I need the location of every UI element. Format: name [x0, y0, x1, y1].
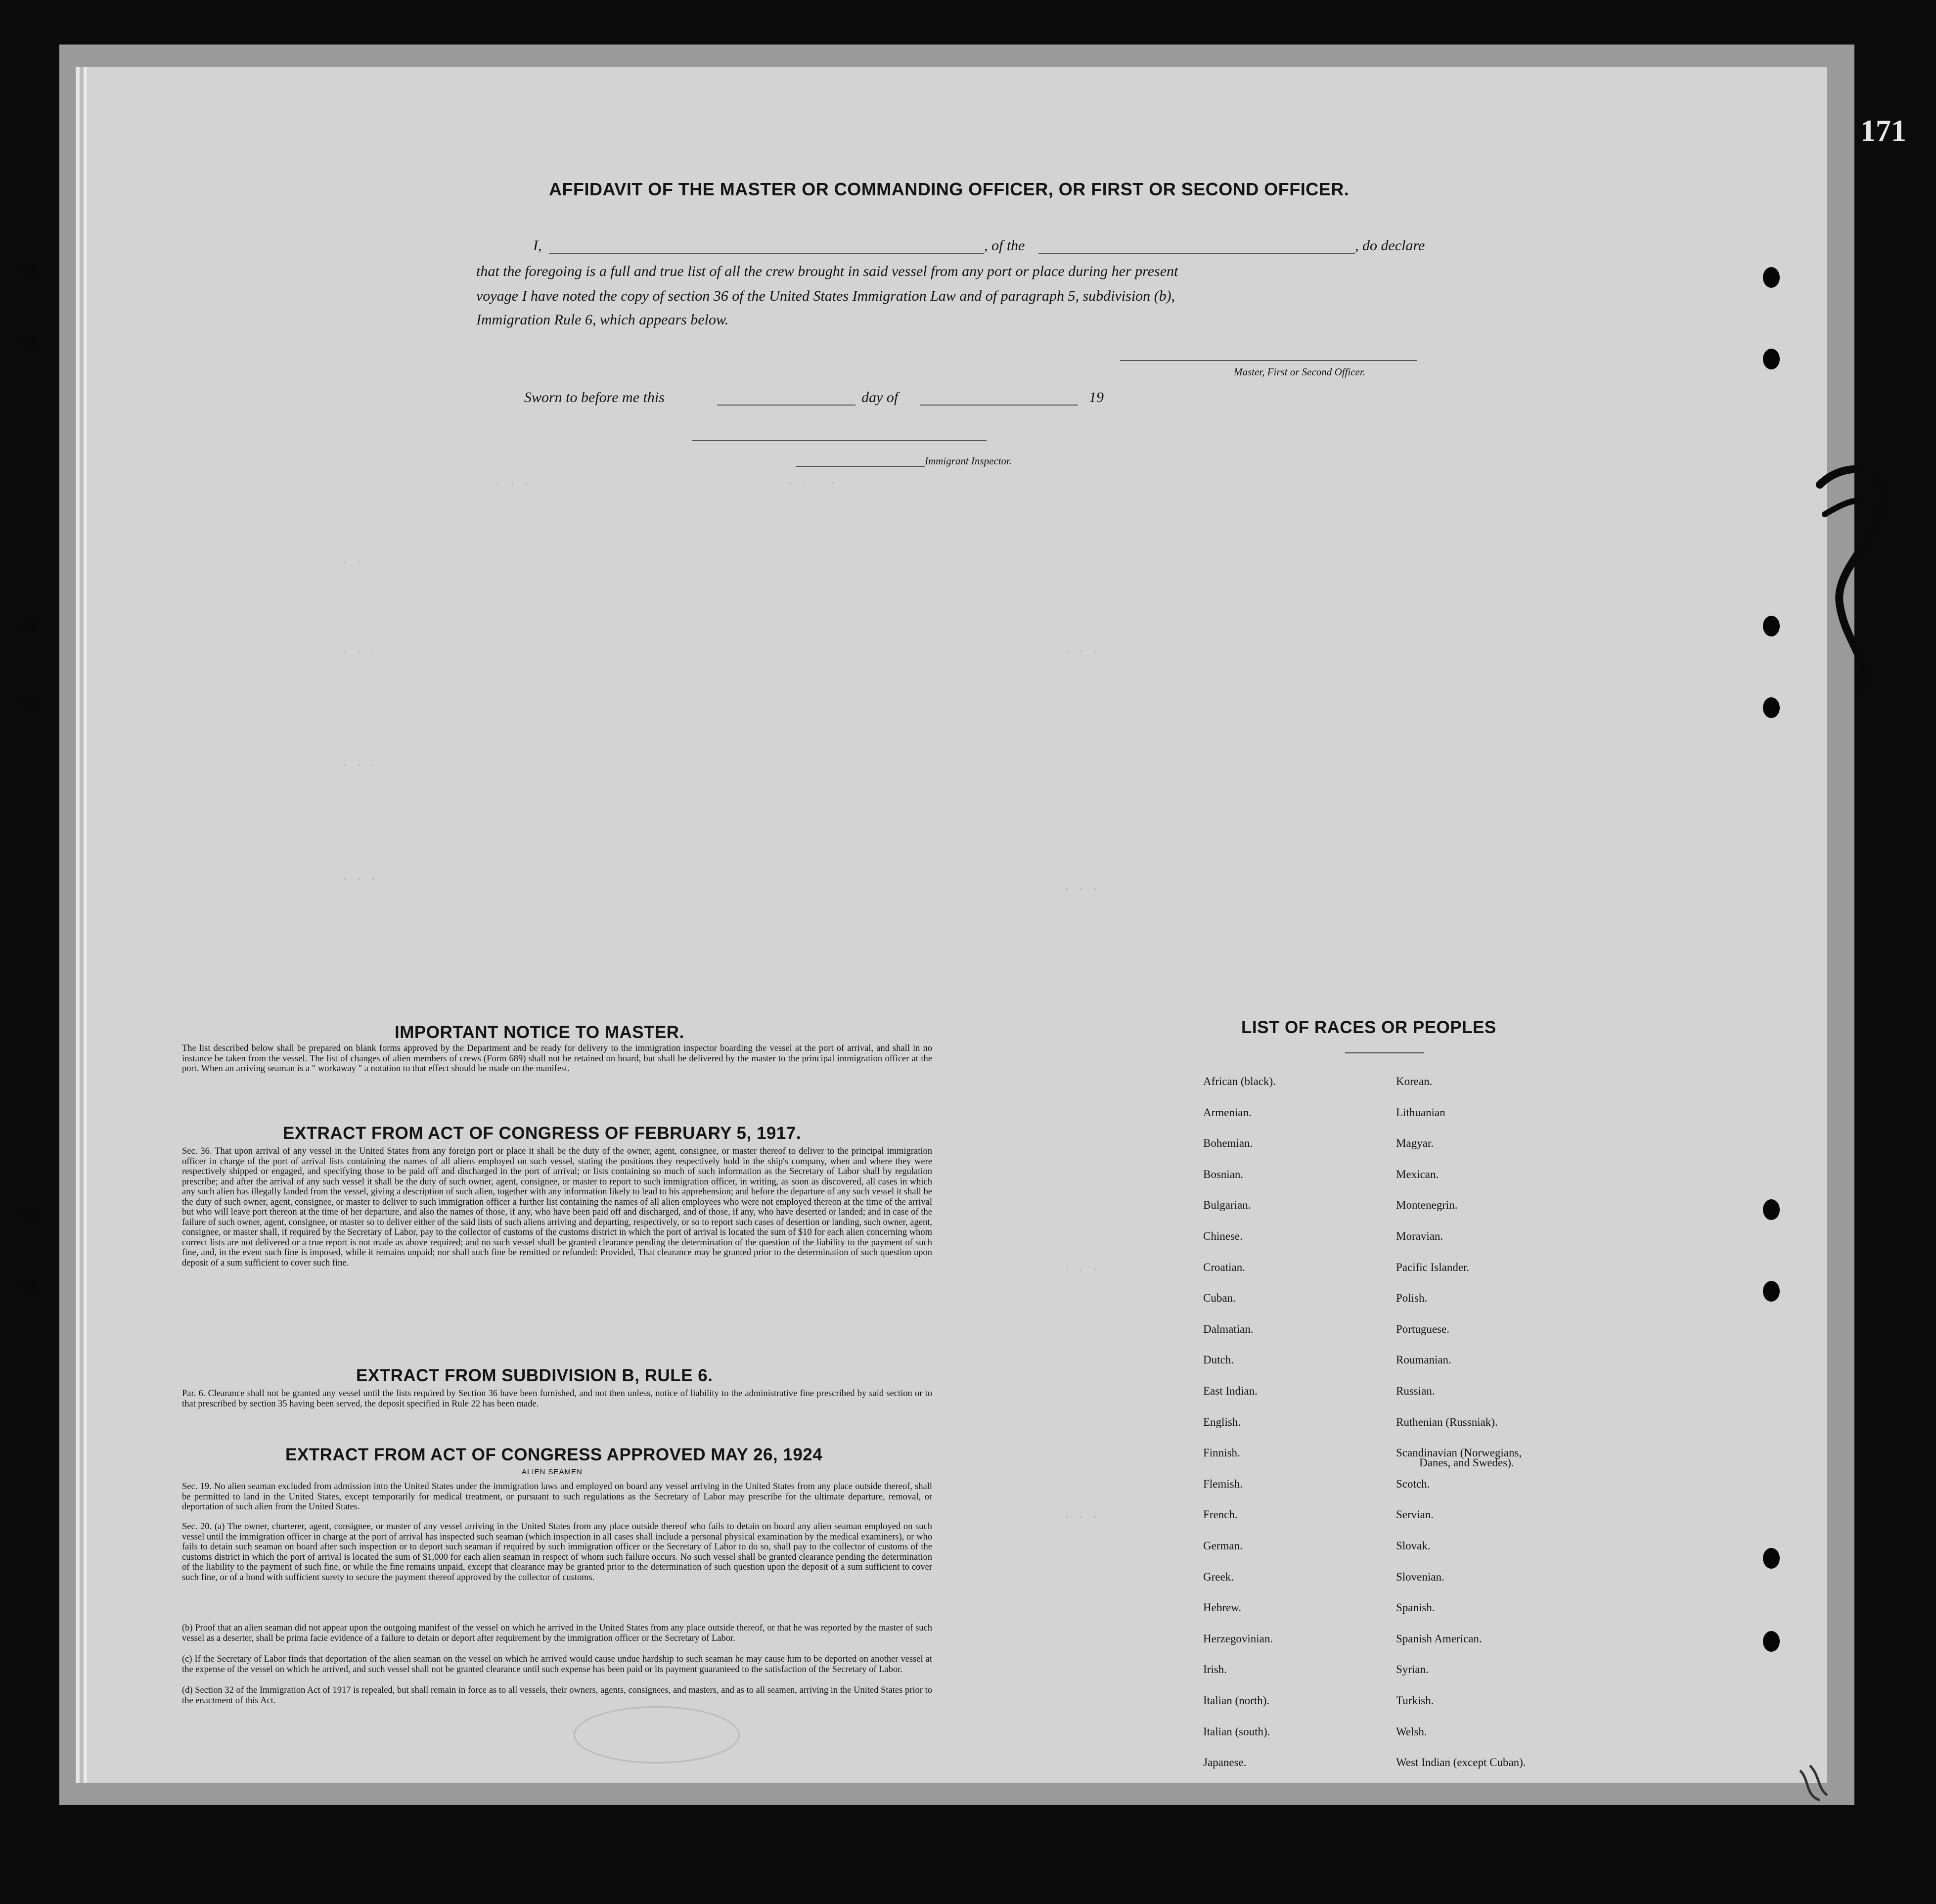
binder-hole — [21, 692, 38, 713]
sec20c-text: (c) If the Secretary of Labor finds that deportation of the alien seaman on the vessel on which he arrived would cause undue hardship to such seaman he may cause him to be deported on another vessel at the expense of the vessel on which he arrived, and such vessel shall not be granted clearance until such expense has been paid or its payment guaranteed to the satisfaction of the Secretary of Labor. — [182, 1654, 932, 1675]
bleed-through-text: . . . . . . . — [495, 475, 837, 488]
race-item: Slovenian. — [1396, 1571, 1444, 1583]
race-item: Flemish. — [1203, 1478, 1243, 1490]
faint-stamp — [574, 1706, 740, 1764]
sworn-day-blank — [717, 405, 855, 406]
binder-hole — [21, 1204, 38, 1225]
race-item: Magyar. — [1396, 1137, 1434, 1149]
race-item: Russian. — [1396, 1385, 1435, 1397]
race-item: Pacific Islander. — [1396, 1261, 1470, 1273]
race-item: Syrian. — [1396, 1663, 1429, 1676]
vessel-blank — [1038, 253, 1355, 254]
race-item: Croatian. — [1203, 1261, 1245, 1273]
race-item: Bosnian. — [1203, 1168, 1244, 1180]
race-item: German. — [1203, 1540, 1243, 1552]
race-item: Italian (north). — [1203, 1694, 1270, 1707]
race-item: Chinese. — [1203, 1230, 1243, 1242]
race-item: Servian. — [1396, 1508, 1434, 1521]
race-item: Scotch. — [1396, 1478, 1430, 1490]
notice-title: IMPORTANT NOTICE TO MASTER. — [395, 1023, 684, 1042]
race-item: Armenian. — [1203, 1106, 1252, 1119]
race-item: English. — [1203, 1416, 1241, 1428]
binder-hole — [1763, 1199, 1780, 1220]
year-text: 19 — [1089, 389, 1104, 406]
race-item: Greek. — [1203, 1571, 1234, 1583]
handwritten-mark — [1805, 455, 1904, 702]
affidavit-declare: , do declare — [1355, 237, 1425, 254]
races-title: LIST OF RACES OR PEOPLES — [1241, 1018, 1496, 1037]
bleed-through-text: . . . — [341, 643, 377, 656]
binder-hole — [1763, 267, 1780, 288]
bleed-through-text: . . . — [1063, 1261, 1099, 1274]
affidavit-of-the: , of the — [984, 237, 1025, 254]
race-item: Slovak. — [1396, 1540, 1431, 1552]
inspector-line-upper — [692, 440, 987, 441]
alien-seamen-subtitle: ALIEN SEAMEN — [522, 1468, 583, 1476]
race-item: Turkish. — [1396, 1694, 1434, 1707]
binder-hole — [1763, 1281, 1780, 1302]
binder-hole — [21, 260, 38, 280]
day-of-text: day of — [861, 389, 899, 406]
race-item: Dutch. — [1203, 1354, 1234, 1366]
binder-hole — [1763, 697, 1780, 718]
race-item: Bulgarian. — [1203, 1199, 1251, 1211]
race-item-continuation: Danes, and Swedes). — [1419, 1456, 1514, 1469]
race-item: Korean. — [1396, 1075, 1433, 1088]
binder-hole — [21, 331, 38, 352]
race-item: Welsh. — [1396, 1725, 1427, 1738]
race-item: Spanish American. — [1396, 1632, 1482, 1645]
race-item: Italian (south). — [1203, 1725, 1270, 1738]
sec20b-text: (b) Proof that an alien seaman did not appear upon the outgoing manifest of the vessel on which he arrived in the United States from any place outside thereof, or that he was reported by the master of such vessel as a deserter, shall be prima facie evidence of a failure to detain or deport after requirement by the immigration officer or the Secretary of Labor. — [182, 1623, 932, 1643]
sec19-text: Sec. 19. No alien seaman excluded from admission into the United States under the immigration laws and employed on board any vessel arriving in the United States from any place outside thereof, shall be permitted to land in the United States, except temporarily for medical treatment, or pursuant to such regulations as the Secretary of Labor may prescribe for the ultimate departure, removal, or deportation of such alien from the United States. — [182, 1482, 932, 1512]
binder-hole — [1763, 1631, 1780, 1652]
bleed-through-text: . . . — [341, 554, 377, 567]
race-item: Bohemian. — [1203, 1137, 1253, 1149]
affidavit-line2: that the foregoing is a full and true list of all the crew brought in said vessel from any port or place during her present — [476, 263, 1178, 279]
race-item: Scandinavian (Norwegians, — [1396, 1447, 1522, 1459]
race-item: Dalmatian. — [1203, 1323, 1254, 1335]
inspector-line — [796, 466, 925, 467]
extract-1917-text: Sec. 36. That upon arrival of any vessel in the United States from any foreign port or place it shall be the duty of the owner, agent, consignee, or master thereof to deliver to the principal immigration officer in charge of the port of arrival lists containing the names of all aliens employed on such vessel, stating the positions they respectively hold in the ship's company, when and where they were respectively shipped or engaged, and specifying those to be paid off and discharged in the port of arrival; or lists containing so much of such information as the Secretary of Labor shall by regulation prescribe; and after the arrival of any such vessel it shall be the duty of such owner, agent, consignee, or master to report to such immigration officer, in writing, as soon as discovered, all cases in which any such alien has illegally landed from the vessel, giving a description of such alien, together with any information likely to lead to his apprehension; and before the departure of any such vessel it shall be the duty of such owner, agent, consignee, or master to deliver to such immigration officer a further list containing the names of all alien employees who were not employed thereon at the time of the arrival but who will leave port thereon at the time of her departure, and also the names of those, if any, who have been paid off and discharged, and of those, if any, who have deserted or landed; and in case of the failure of such owner, agent, consignee, or master so to deliver either of the said lists of such aliens arriving and departing, respectively, or so to report such cases of desertion or landing, such owner, agent, consignee, or master shall, if required by the Secretary of Labor, pay to the collector of customs of the customs district in which the port of arrival is located the sum of $10 for each alien concerning whom correct lists are not delivered or a true report is not made as above required; and no such vessel shall be granted clearance pending the determination of the question of the liability to the payment of such fine, and, in the event such fine is imposed, while it remains unpaid; nor shall such fine be remitted or refunded: Provided, That clearance may be granted prior to the determination of such question upon deposit of a sum sufficient to cover such fine. — [182, 1146, 932, 1268]
race-item: Spanish. — [1396, 1601, 1435, 1614]
race-item: Hebrew. — [1203, 1601, 1242, 1614]
race-item: Ruthenian (Russniak). — [1396, 1416, 1498, 1428]
race-item: African (black). — [1203, 1075, 1276, 1088]
race-item: Irish. — [1203, 1663, 1227, 1676]
race-item: Moravian. — [1396, 1230, 1443, 1242]
race-item: Japanese. — [1203, 1756, 1247, 1768]
race-item: Mexican. — [1396, 1168, 1439, 1180]
extract-rule6-title: EXTRACT FROM SUBDIVISION B, RULE 6. — [356, 1366, 713, 1385]
bleed-through-text: . . . — [341, 870, 377, 884]
race-item: French. — [1203, 1508, 1238, 1521]
affidavit-line3: voyage I have noted the copy of section 36 of the United States Immigration Law and of paragraph 5, subdivision (b), — [476, 288, 1175, 304]
notice-text: The list described below shall be prepared on blank forms approved by the Department and be ready for delivery to the immigration inspector boarding the vessel at the port of arrival, and shall in no instance be taken from the vessel. The list of changes of alien members of crews (Form 689) shall not be retained on board, but shall be delivered by the master to the principal immigration officer at the port. When an arriving seaman is a " workaway " a notation to that effect should be made on the manifest. — [182, 1043, 932, 1074]
extract-1917-title: EXTRACT FROM ACT OF CONGRESS OF FEBRUARY 5, 1917. — [283, 1124, 802, 1143]
binder-hole — [21, 616, 38, 636]
race-item: Finnish. — [1203, 1447, 1240, 1459]
affidavit-line4: Immigration Rule 6, which appears below. — [476, 312, 729, 328]
binder-hole — [1763, 1548, 1780, 1569]
extract-rule6-text: Par. 6. Clearance shall not be granted any vessel until the lists required by Section 36 have been furnished, and not then unless, notice of liability to the administrative fine prescribed by said section or to that prescribed by section 35 having been served, the deposit specified in Rule 22 has been made. — [182, 1389, 932, 1409]
sworn-text: Sworn to before me this — [524, 389, 665, 406]
sec20d-text: (d) Section 32 of the Immigration Act of 1917 is repealed, but shall remain in force as to all vessels, their owners, agents, consignees, and masters, and as to all seamen, arriving in the United States prior to the enactment of this Act. — [182, 1685, 932, 1706]
inspector-caption: Immigrant Inspector. — [925, 455, 1012, 467]
affidavit-title: AFFIDAVIT OF THE MASTER OR COMMANDING OFFICER, OR FIRST OR SECOND OFFICER. — [549, 179, 1350, 199]
race-item: West Indian (except Cuban). — [1396, 1756, 1526, 1768]
race-item: East Indian. — [1203, 1385, 1258, 1397]
race-item: Cuban. — [1203, 1292, 1236, 1304]
master-signature-line — [1120, 360, 1417, 361]
bleed-through-text: . . . — [1063, 1508, 1099, 1522]
binder-hole — [1763, 616, 1780, 636]
race-item: Polish. — [1396, 1292, 1428, 1304]
sec20a-text: Sec. 20. (a) The owner, charterer, agent, consignee, or master of any vessel arriving in the United States from any place outside thereof who fails to detain on board any alien seaman employed on such vessel until the immigration officer in charge at the port of arrival has inspected such seaman (which inspection in all cases shall include a personal physical examination by the medical examiners), or who fails to detain such seaman on board after such inspection or to deport such seaman if required by such immigration officer or the Secretary of Labor to do so, shall pay to the collector of customs of the customs district in which the port of arrival is located the sum of $1,000 for each alien seaman in respect of whom such failure occurs. No such vessel shall be granted clearance pending the determination of the liability to the payment of such fine, or while the fine remains unpaid, except that clearance may be granted prior to the determination of such question upon the deposit of a sum sufficient to cover such fine, or of a bond with sufficient surety to secure the payment thereof approved by the collector of customs. — [182, 1522, 932, 1583]
race-item: Montenegrin. — [1396, 1199, 1458, 1211]
race-item: Portuguese. — [1396, 1323, 1449, 1335]
name-blank — [549, 253, 984, 254]
page-number: 171 — [1860, 114, 1906, 148]
bleed-through-text: . . . — [1063, 643, 1099, 656]
handwritten-mark — [1790, 1761, 1835, 1805]
race-item: Herzegovinian. — [1203, 1632, 1273, 1645]
bleed-through-text: . . . — [341, 757, 377, 770]
bleed-through-text: . . . — [1063, 880, 1099, 894]
binder-hole — [1763, 349, 1780, 369]
affidavit-i: I, — [533, 237, 542, 254]
extract-1924-title: EXTRACT FROM ACT OF CONGRESS APPROVED MAY 26, 1924 — [285, 1445, 823, 1464]
race-item: Lithuanian — [1396, 1106, 1445, 1119]
races-title-rule — [1345, 1052, 1424, 1053]
sworn-month-blank — [920, 405, 1078, 406]
master-caption: Master, First or Second Officer. — [1234, 366, 1365, 378]
binder-hole — [21, 1276, 38, 1297]
race-item: Roumanian. — [1396, 1354, 1451, 1366]
